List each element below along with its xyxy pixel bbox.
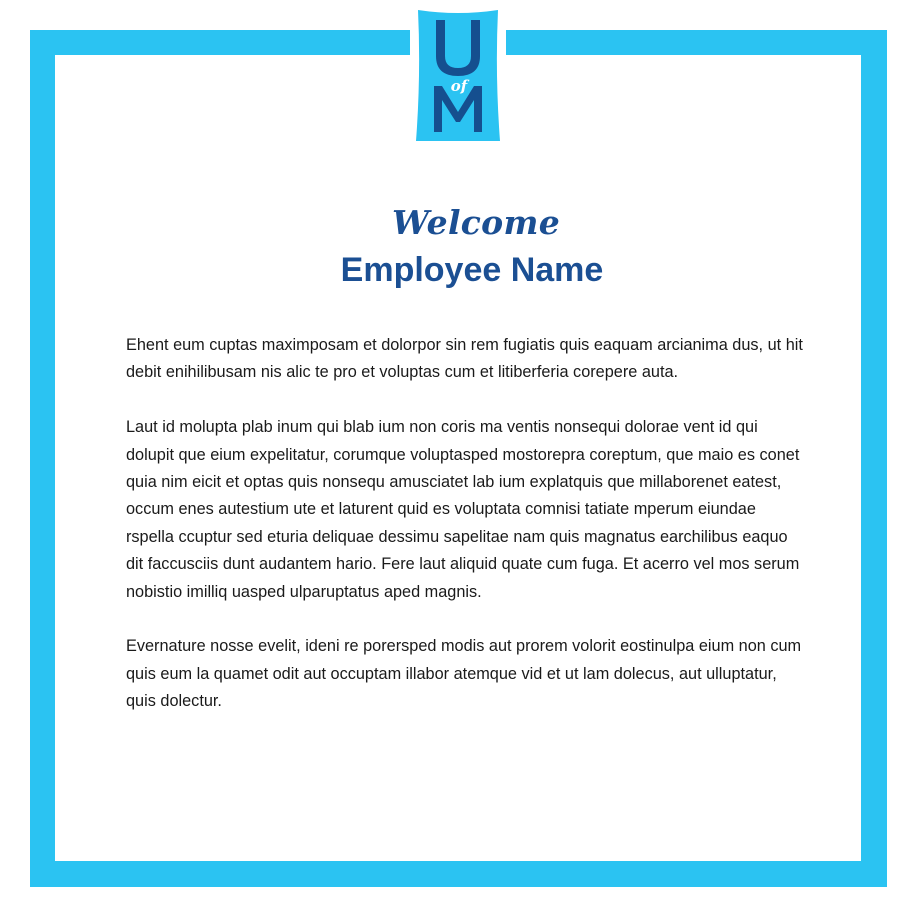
body-paragraph-2: Laut id molupta plab inum qui blab ium non coris ma ventis nonsequi dolorae vent id qui dolupit que eium expelitatur, corumque voluptasped mostorepra coreptum, que maio es conet quia nim eicit et optas quis nonsequ amusciatet lab ium explatquis que millaborenet eatest, occum enes autestium ute et laturent quid es voluptata comnisi tatiate mperum eiundae rspella ccuptur sed eturia deliquae dessimu sapelitae nam quis magnatus earchilibus eaquo dit faccusciis dunt audantem hario. Fere laut aliquid quate cum fuga. Et acerro vel mos serum nobistio imilliq uasped ulparuptatus aped magnis. [126, 418, 800, 601]
welcome-heading: Welcome [391, 203, 561, 242]
employee-name-heading: Employee Name [340, 251, 604, 289]
university-logo [416, 10, 500, 141]
body-paragraph-3: Evernature nosse evelit, ideni re porersped modis aut prorem volorit eostinulpa eium non cum quis eum la quamet odit aut occuptam illabor atemque vid et ut lam dolecus, aut ulluptatur, quis dolectur. [126, 637, 802, 711]
svg-text:of: of [450, 77, 468, 95]
university-of-memphis-logo-icon [416, 10, 500, 141]
letter-body [126, 332, 806, 716]
letter-content [126, 200, 806, 743]
body-paragraph-1: Ehent eum cuptas maximposam et dolorpor sin rem fugiatis quis eaquam arcianima dus, ut hit debit enihilibusam nis alic te pro et voluptas cum et litiberferia corepere auta. [126, 336, 803, 382]
